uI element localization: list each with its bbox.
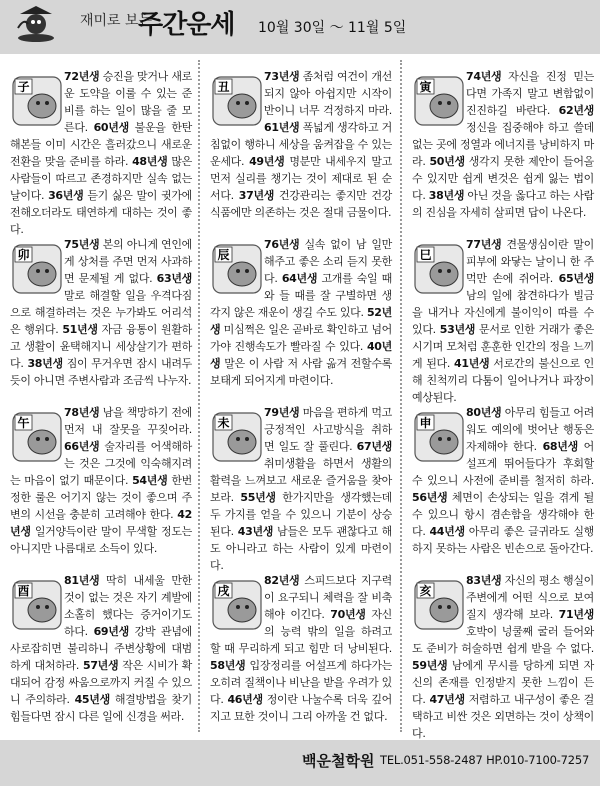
birth-year: 71년생 — [558, 608, 594, 621]
birth-year: 72년생 — [64, 70, 100, 83]
fortune-sentence: 문서로 인한 거래가 좋은 시기며 모처럼 훈훈한 인간의 정을 느끼게 된다. — [412, 323, 595, 370]
footer-name: 백운철학원 — [302, 752, 375, 770]
fortune-sentence: 체면이 손상되는 일을 겪게 될 수 있으니 항시 겸손함을 생각해야 한다. — [412, 491, 594, 538]
birth-year: 80년생 — [466, 406, 502, 419]
birth-year: 67년생 — [356, 440, 392, 453]
horse-icon — [12, 412, 62, 462]
birth-year: 68년생 — [542, 440, 578, 453]
fortune-sentence: 강박 관념에 사로잡히면 불리하니 주변상황에 대범하게 대처하라. — [10, 625, 192, 672]
dog-icon — [212, 580, 262, 630]
birth-year: 69년생 — [93, 625, 129, 638]
birth-year: 42년생 — [10, 508, 192, 538]
birth-year: 76년생 — [264, 238, 300, 251]
fortune-horse — [10, 404, 192, 557]
header-band — [0, 0, 600, 54]
birth-year: 77년생 — [466, 238, 502, 251]
page-title: 주간운세 — [138, 10, 235, 40]
fortune-sentence: 남의 일에 참견하다가 빌금을 내거나 자신에게 불이익이 따를 수 있다. — [412, 289, 594, 336]
fortune-sentence: 남에게 무시를 당하게 되면 자신의 존재를 인정받지 못한 느낌이 든다. — [412, 659, 594, 706]
fortune-dragon — [210, 236, 392, 389]
fortune-sentence: 해결방법을 찾기 힘들다면 잠시 다른 일에 신경을 써라. — [10, 693, 192, 723]
birth-year: 38년생 — [27, 357, 63, 370]
goat-icon — [212, 412, 262, 462]
fortune-sentence: 자신을 진정 믿는 다면 가족지 말고 변함없이 진진하길 바란다. — [466, 70, 594, 117]
fortune-sentence: 듣기 싫은 말이 귓가에 전해오더라도 태연하게 대하는 것이 좋다. — [10, 189, 192, 236]
birth-year: 83년생 — [466, 574, 502, 587]
birth-year: 65년생 — [558, 272, 594, 285]
birth-year: 44년생 — [429, 525, 465, 538]
fortune-rabbit — [10, 236, 192, 389]
fortune-sentence: 아무리 힘들고 어려워도 예의에 벗어난 행동은 자제해야 한다. — [466, 406, 594, 453]
zodiac-char: 戌 — [217, 584, 230, 598]
birth-year: 45년생 — [74, 693, 110, 706]
birth-year: 43년생 — [237, 525, 274, 538]
monkey-icon — [414, 412, 464, 462]
zodiac-char: 申 — [419, 416, 432, 430]
birth-year: 81년생 — [64, 574, 100, 587]
fortune-rooster — [10, 572, 192, 725]
fortune-sentence: 많은 사람들이 따르고 존경하지만 실속 없는 날이다. — [10, 155, 192, 202]
birth-year: 70년생 — [330, 608, 366, 621]
birth-year: 64년생 — [281, 272, 318, 285]
snake-icon — [414, 244, 464, 294]
zodiac-char: 辰 — [217, 248, 230, 262]
birth-year: 38년생 — [428, 189, 465, 202]
birth-year: 66년생 — [64, 440, 100, 453]
zodiac-char: 亥 — [419, 584, 432, 598]
column-divider — [400, 60, 402, 732]
birth-year: 73년생 — [264, 70, 300, 83]
dragon-icon — [212, 244, 262, 294]
fortune-sentence: 좀처럼 여건이 개선되지 않아 아쉽지만 시작이 반이니 너무 걱정하지 마라. — [264, 70, 392, 117]
fortune-sentence: 남들은 모두 괜찮다고 해도 아니라고 하는 사람이 있게 마련이다. — [210, 525, 393, 572]
rat-icon — [12, 76, 62, 126]
birth-year: 79년생 — [264, 406, 300, 419]
fortune-sentence: 취미생활을 하면서 생활의 활력을 느껴보고 새로운 즐거움을 찾아 보라. — [210, 457, 392, 504]
zodiac-char: 寅 — [419, 80, 432, 94]
birth-year: 78년생 — [64, 406, 100, 419]
fortune-sentence: 호박이 넝쿨째 굴러 들어와도 준비가 허술하면 쉽게 받을 수 없다. — [412, 625, 594, 655]
fortune-sentence: 작은 시비가 확대되어 감정 싸움으로까지 커질 수 있으니 주의하라. — [10, 659, 193, 706]
fortune-sentence: 자신의 능력 밖의 일을 하려고 할 때 무리하게 되고 힘만 더 낭비된다. — [210, 608, 392, 655]
birth-year: 53년생 — [439, 323, 476, 336]
fortune-sentence: 스피드보다 지구력이 요구되니 체력을 잘 비축해야 이긴다. — [264, 574, 392, 621]
birth-year: 47년생 — [429, 693, 465, 706]
fortune-sentence: 딱히 내세울 만한 것이 없는 것은 자기 계발에 소홀히 했다는 증거이기도 하다. — [64, 574, 192, 638]
fortune-sentence: 정이란 나눌수록 더욱 깊어지고 묘한 것이니 그리 아까울 건 없다. — [210, 693, 392, 723]
birth-year: 57년생 — [82, 659, 119, 672]
fortune-tiger — [412, 68, 594, 221]
fortune-sentence: 명분만 내세우지 말고 먼저 실리를 챙기는 것이 제대로 된 순서다. — [210, 155, 392, 202]
birth-year: 61년생 — [264, 121, 300, 134]
fortune-sentence: 말은 이 사람 저 사람 옮겨 전할수록 보태게 되어지게 마련이다. — [210, 357, 392, 387]
fortune-snake — [412, 236, 594, 406]
fortune-sentence: 본의 아니게 연인에게 상처를 주면 먼저 사과하면 문제될 게 없다. — [64, 238, 192, 285]
column-divider — [198, 60, 200, 732]
fortune-sentence: 승진을 맞거나 새로운 도약을 이룰 수 있는 준비를 하는 일이 많을 줄 모른다. — [64, 70, 192, 134]
birth-year: 36년생 — [48, 189, 84, 202]
birth-year: 55년생 — [240, 491, 276, 504]
birth-year: 52년생 — [210, 306, 392, 336]
birth-year: 59년생 — [412, 659, 448, 672]
fortune-sentence: 아닌 것을 옳다고 하는 사람의 진심을 자세히 살피면 답이 나온다. — [412, 189, 594, 219]
birth-year: 50년생 — [429, 155, 465, 168]
fortune-pig — [412, 572, 594, 742]
fortune-ox — [210, 68, 392, 221]
birth-year: 63년생 — [156, 272, 192, 285]
fortune-sentence: 한번 정한 룰은 어기지 않는 것이 좋으며 주변의 시선을 충분히 고려해야 한다. — [10, 474, 192, 521]
fortune-sentence: 자신의 평소 행실이 주변에게 어떤 식으로 보여질지 생각해 보라. — [466, 574, 594, 621]
birth-year: 37년생 — [238, 189, 275, 202]
pig-icon — [414, 580, 464, 630]
fortune-sentence: 고개를 숙일 때와 들 때를 잘 구별하면 생각지 않은 재운이 생길 수도 있다. — [210, 272, 392, 319]
fortune-sentence: 짐이 무거우면 잠시 내려두듯이 아니면 주변사람과 조금씩 나누자. — [10, 357, 192, 387]
birth-year: 56년생 — [412, 491, 448, 504]
fortune-sentence: 한가지만을 생각했는데 두 가지를 얻을 수 있으니 기분이 상승된다. — [210, 491, 393, 538]
birth-year: 62년생 — [558, 104, 594, 117]
birth-year: 48년생 — [132, 155, 168, 168]
zodiac-char: 酉 — [17, 584, 30, 598]
fortune-sentence: 어설프게 뛰어들다가 후회할 수 있으니 사전에 준비를 철저히 하라. — [412, 440, 594, 487]
fortune-monkey — [412, 404, 594, 557]
fortune-sentence: 일거양득이란 말이 무색할 정도는 아니지만 나름대로 소득이 있다. — [10, 525, 192, 555]
fortune-sentence: 자금 융통이 원활하고 생활이 윤택해지니 세상살기가 편하다. — [10, 323, 192, 370]
birth-year: 58년생 — [210, 659, 246, 672]
fortune-dog — [210, 572, 392, 725]
fortune-goat — [210, 404, 392, 574]
ox-icon — [212, 76, 262, 126]
zodiac-char: 丑 — [217, 80, 230, 94]
birth-year: 41년생 — [453, 357, 490, 370]
birth-year: 46년생 — [227, 693, 263, 706]
fortune-sentence: 서로간의 불신으로 인해 친척끼리 다툼이 일어나거나 파장이 예상된다. — [412, 357, 594, 404]
footer-band — [0, 740, 600, 786]
fortune-sentence: 폭넓게 생각하고 거침없이 행하니 세상을 움켜잡을 수 있는 운세다. — [210, 121, 392, 168]
zodiac-char: 未 — [217, 416, 230, 430]
fortune-sentence: 마음을 편하게 먹고 긍정적인 사고방식을 취하면 일도 잘 풀린다. — [264, 406, 392, 453]
fortune-sentence: 생각지 못한 제안이 들어올 수 있지만 쉽게 변것은 쉽게 잃는 법이다. — [412, 155, 594, 202]
fortune-sentence: 견물생심이란 말이 피부에 와닿는 날이니 한 주먹만 손에 쥐어라. — [466, 238, 594, 285]
birth-year: 82년생 — [264, 574, 300, 587]
fortune-sentence: 남을 책망하기 전에 먼저 내 잘못을 꾸짖어라. — [64, 406, 192, 436]
fortune-sentence: 말로 해결할 일을 우격다짐으로 해결하려는 것은 누가봐도 어리석은 행위다. — [10, 289, 192, 336]
birth-year: 74년생 — [466, 70, 502, 83]
rooster-icon — [12, 580, 62, 630]
birth-year: 54년생 — [132, 474, 168, 487]
fortune-sentence: 저렴하고 내구성이 좋은 걸 택하고 비싼 것은 외면하는 것이 상책이다. — [412, 693, 594, 740]
fortune-sentence: 미심쩍은 일은 곧바로 확인하고 넘어가야 진행속도가 빨라질 수 있다. — [210, 323, 392, 353]
tiger-icon — [414, 76, 464, 126]
fortune-sentence: 불운을 한탄해본들 이미 시간은 흘러갔으니 새로운 전환을 맞을 준비를 하라. — [10, 121, 192, 168]
fortune-logo-icon — [14, 4, 58, 44]
birth-year: 49년생 — [249, 155, 285, 168]
fortune-sentence: 건강관리는 좋지만 건강식품에만 의존하는 것은 절대 금물이다. — [210, 189, 392, 219]
birth-year: 75년생 — [64, 238, 100, 251]
fortune-sentence: 입장정리를 어설프게 하다가는 오히려 질책이나 비난을 받을 우려가 있다. — [210, 659, 392, 706]
zodiac-char: 子 — [17, 80, 30, 94]
fortune-sentence: 실속 없이 남 일만 해주고 좋은 소리 듣지 못한다. — [264, 238, 392, 285]
fortune-rat — [10, 68, 192, 238]
fortune-sentence: 아무리 좋은 글귀라도 실행하지 못하는 사람은 빈손으로 돌아간다. — [412, 525, 594, 555]
zodiac-char: 卯 — [17, 248, 30, 262]
zodiac-char: 午 — [17, 416, 30, 430]
birth-year: 40년생 — [210, 340, 392, 370]
zodiac-char: 巳 — [419, 248, 432, 262]
rabbit-icon — [12, 244, 62, 294]
header-subtitle: 재미로 보는 — [80, 13, 153, 29]
birth-year: 51년생 — [62, 323, 98, 336]
date-range: 10월 30일 ～ 11월 5일 — [258, 20, 407, 36]
fortune-sentence: 정신을 집중해야 하고 쓸데없는 곳에 정열과 에너지를 낭비하지 마라. — [412, 121, 594, 168]
birth-year: 60년생 — [93, 121, 129, 134]
fortune-sentence: 술자리를 어색해하는 것은 그것에 익숙해지려는 마음이 없기 때문이다. — [10, 440, 192, 487]
footer-contact: TEL.051-558-2487 HP.010-7100-7257 — [380, 753, 590, 767]
